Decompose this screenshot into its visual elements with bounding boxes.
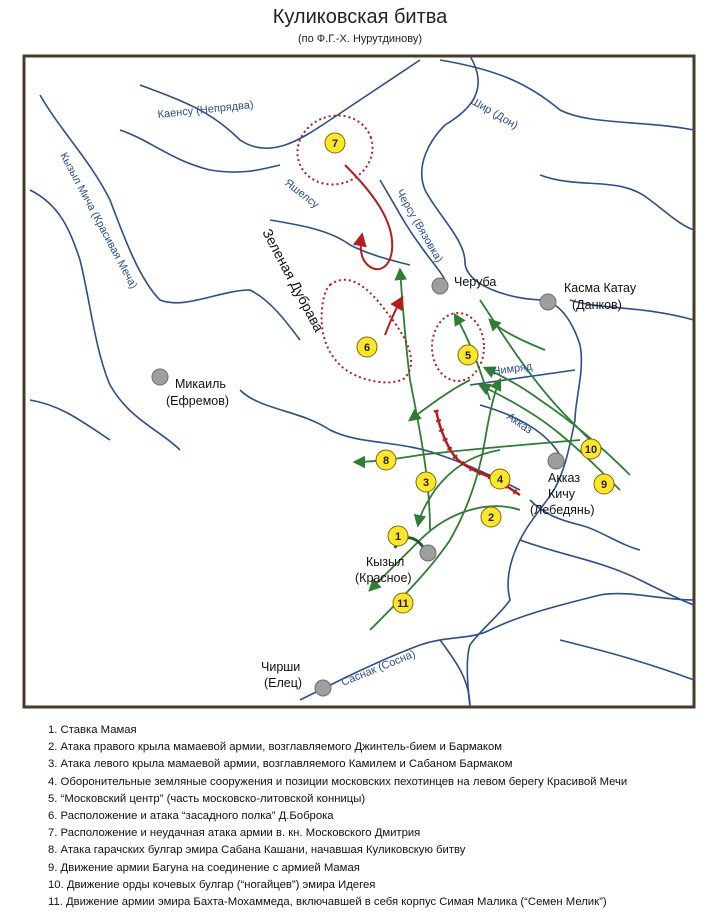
legend-item-1: 1. Ставка Мамая (48, 724, 137, 736)
area-6 (322, 280, 412, 383)
svg-text:4: 4 (496, 474, 504, 486)
legend-item-3: 3. Атака левого крыла мамаевой армии, возглавляемого Камилем и Сабаном Бармаком (48, 758, 513, 771)
marker-4 (490, 469, 510, 489)
svg-text:10: 10 (584, 444, 598, 456)
river-branch-sw (30, 400, 110, 440)
river-don-ne (540, 175, 694, 230)
svg-text:7: 7 (331, 138, 339, 150)
map-subtitle: (по Ф.Г.-Х. Нурутдинову) (297, 33, 422, 45)
legend-item-7: 7. Расположение и неудачная атака армии в. кн. Московского Дмитрия (48, 827, 421, 840)
label-efremov: (Ефремов) (166, 394, 230, 408)
marker-6 (357, 337, 377, 357)
arrow-5-west (410, 380, 470, 420)
marker-1 (388, 526, 408, 546)
label-chirshi: Чирши (261, 660, 301, 674)
town-cheruba (432, 278, 448, 294)
legend-item-6: 6. Расположение и атака “засадного полка” Д.Боброка (48, 810, 334, 823)
numbered-markers (325, 133, 614, 613)
label-nimryad: Нимряд (491, 360, 534, 378)
label-kichu: Кичу (548, 487, 576, 501)
marker-3 (416, 472, 436, 492)
arrow-east (490, 320, 545, 350)
river-shir-don (422, 56, 582, 707)
label-sasnak: Саснак (Сосна) (339, 648, 418, 689)
town-akkaz-kichu (548, 453, 564, 469)
label-lebedyan: (Лебедянь) (530, 503, 595, 517)
svg-text:8: 8 (382, 455, 390, 467)
label-kyzyl: Кызыл (366, 555, 405, 569)
label-akkaz: Акказ (504, 410, 535, 437)
area-5 (432, 313, 484, 381)
river-lower-east (520, 540, 694, 605)
label-chersu: Черсу (Вязовка) (393, 187, 445, 265)
rivers (30, 56, 694, 707)
marker-2 (481, 507, 501, 527)
legend-item-8: 8. Атака гарачских булгар эмира Сабана Кашани, начавшая Куликовскую битву (48, 844, 466, 857)
legend-item-2: 2. Атака правого крыла мамаевой армии, возглавляемого Джинтель-бием и Бармаком (48, 741, 503, 754)
label-kyzyl-micha: Кызыл Мича (Красивая Меча) (57, 150, 140, 291)
marker-7 (325, 133, 345, 153)
svg-text:5: 5 (464, 350, 472, 362)
legend-item-5: 5. “Московский центр” (часть московско-литовской конницы) (48, 792, 366, 805)
svg-text:3: 3 (422, 477, 430, 489)
town-mikail (152, 369, 168, 385)
label-danakov: (Данков) (572, 298, 622, 312)
label-akkaz: Акказ (548, 471, 581, 485)
river-kyzyl-micha (40, 95, 300, 340)
svg-text:2: 2 (487, 512, 495, 524)
svg-text:11: 11 (397, 598, 409, 610)
legend-item-10: 10. Движение орды кочевых булгар (“ногайцев”) эмира Идегея (48, 878, 376, 891)
town-chirshi (315, 680, 331, 696)
marker-10 (581, 439, 601, 459)
legend-list (48, 722, 627, 911)
svg-text:9: 9 (600, 479, 608, 491)
town-kyzyl (420, 545, 436, 561)
map-frame (24, 56, 694, 707)
marker-8 (376, 450, 396, 470)
label-shir: Шир (Дон) (468, 95, 520, 132)
marker-5 (458, 345, 478, 365)
label-elets: (Елец) (264, 676, 303, 690)
label-cheruba: Черуба (454, 275, 497, 289)
label-kasma-katau: Касма Катау (564, 281, 637, 295)
river-kaensu-branch (120, 130, 280, 172)
river-sasnak (300, 594, 694, 700)
svg-text:1: 1 (394, 531, 402, 543)
label-krasnoe: (Красное) (355, 571, 412, 585)
label-zelenaya-dubrava: Зеленая Дубрава (259, 225, 328, 335)
legend-item-11: 11. Движение армии эмира Бахта-Мохаммеда, включавшей в себя корпус Симая Малика (“Семен Мелик”) (48, 896, 607, 909)
river-lower-right (560, 640, 694, 680)
town-kasma-katau (540, 294, 556, 310)
river-don-north (440, 60, 694, 130)
arrow-11 (370, 380, 500, 630)
river-kaensu (140, 60, 420, 148)
river-sosna-branch (440, 640, 470, 707)
label-mikail: Микаиль (175, 377, 226, 391)
label-yashelsu: Яшелсу (282, 176, 322, 211)
legend-item-9: 9. Движение армии Багуна на соединение с армией Мамая (48, 861, 360, 874)
label-kaensu: Каенсу (Непрядва) (157, 98, 255, 121)
marker-11 (393, 593, 413, 613)
marker-9 (594, 474, 614, 494)
map-title: Куликовская битва (272, 6, 448, 28)
svg-text:6: 6 (363, 342, 371, 354)
red-positions (288, 105, 484, 382)
river-labels (57, 95, 534, 689)
legend-item-4: 4. Оборонительные земляные сооружения и позиции московских пехотинцев на левом берегу Красивой Мечи (48, 775, 628, 788)
